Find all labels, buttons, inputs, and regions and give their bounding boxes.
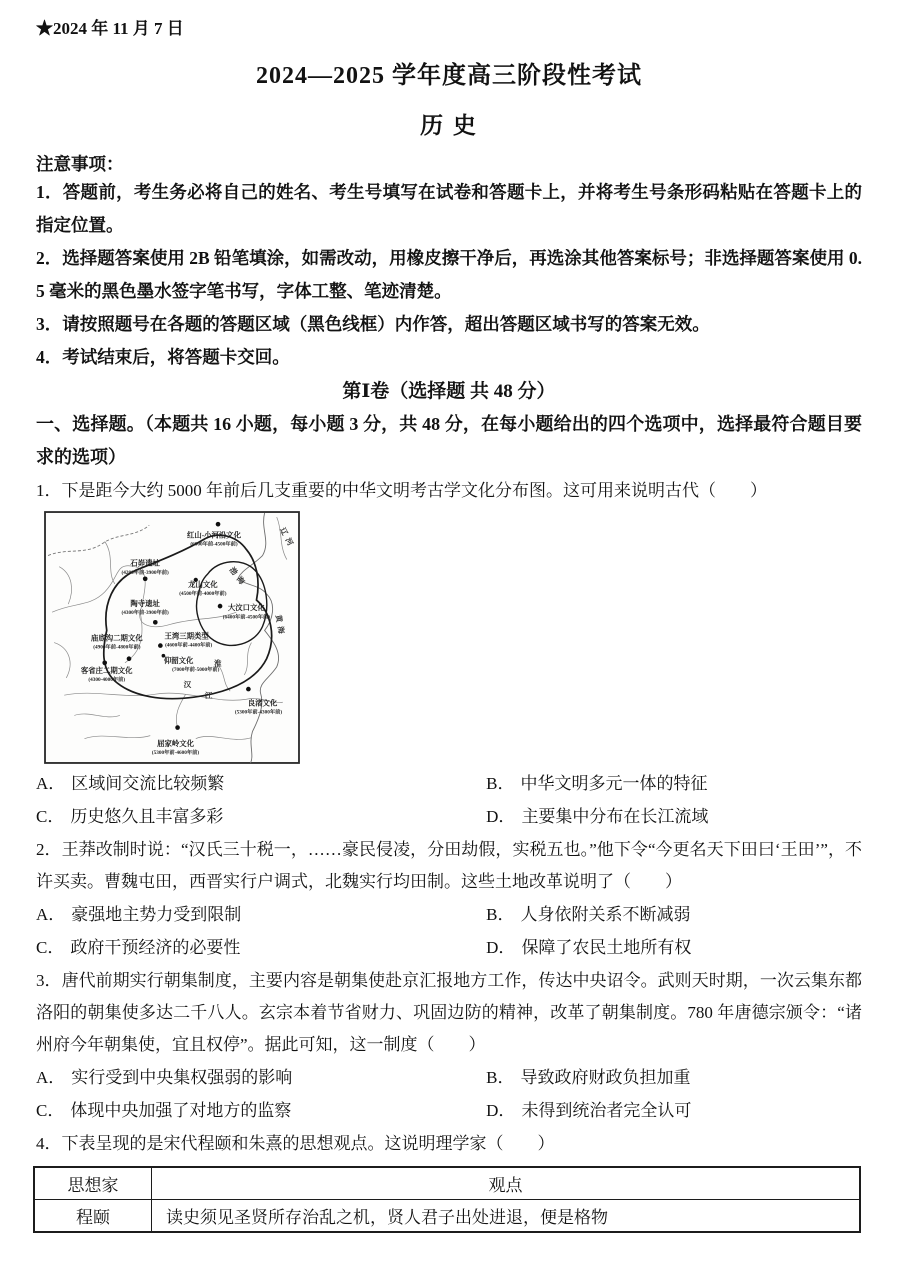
q3-option-b: B． 导致政府财政负担加重 (486, 1068, 691, 1087)
q1-map-figure (44, 511, 300, 764)
svg-text:(4300-4000年前): (4300-4000年前) (88, 677, 126, 684)
question-1-stem: 1．下是距今大约 5000 年前后几支重要的中华文明考古学文化分布图。这可用来说明古代（ ） (36, 481, 767, 500)
map-label-huai-river: 淮 (213, 658, 226, 668)
map-label-bohai-sea: 渤海 (227, 565, 250, 590)
map-label-taosi: 陶寺遗址 (130, 599, 160, 609)
exam-subject: 历 史 (420, 113, 478, 138)
q4-table-cell-thinker: 程颐 (34, 1200, 152, 1233)
notice-item-1: 1．答题前，考生务必将自己的姓名、考生号填写在试卷和答题卡上，并将考生号条形码粘贴在答题卡上的指定位置。 (36, 182, 862, 235)
q3-option-c: C． 体现中央加强了对地方的监察 (36, 1101, 292, 1120)
q2-option-d: D． 保障了农民土地所有权 (486, 938, 692, 957)
svg-text:(5300年前-4300年前): (5300年前-4300年前) (234, 709, 283, 716)
question-1-number: 1． (36, 481, 62, 500)
q4-table-header-thinker: 思想家 (34, 1167, 152, 1200)
q4-table (33, 1166, 861, 1233)
map-label-liao-river: 辽河 (277, 525, 297, 551)
q4-table-row-chengyi (34, 1200, 860, 1233)
map-label-dawenkou: 大汶口文化 (227, 603, 265, 613)
question-3-number: 3． (36, 971, 62, 990)
question-4-stem: 4．下表呈现的是宋代程颐和朱熹的思想观点。这说明理学家（ ） (36, 1134, 555, 1153)
map-label-keshengzhuang: 客省庄二期文化 (80, 665, 133, 675)
q3-options-row-1 (36, 1061, 862, 1094)
map-label-qujialing: 屈家岭文化 (157, 738, 194, 748)
notice-item-2: 2．选择题答案使用 2B 铅笔填涂，如需改动，用橡皮擦干净后，再选涂其他答案标号；非选择题答案使用 0. 5 毫米的黑色墨水签字笔书写，字体工整、笔迹清楚。 (36, 248, 862, 301)
svg-text:(7000年前-5000年前): (7000年前-5000年前) (172, 666, 220, 673)
map-label-shimao: 石峁遗址 (130, 558, 160, 568)
map-label-miaodigou: 庙底沟二期文化 (91, 633, 143, 643)
q3-option-d: D． 未得到统治者完全认可 (486, 1101, 692, 1120)
q1-options-row-1 (36, 767, 862, 800)
q4-table-header-row (34, 1167, 860, 1200)
section-intro: 一、选择题。（本题共 16 小题，每小题 3 分，共 48 分，在每小题给出的四个选项中，选择最符合题目要求的选项） (36, 414, 862, 467)
q4-table-cell-viewpoint: 读史须见圣贤所存治乱之机，贤人君子出处进退，便是格物 (152, 1200, 861, 1233)
svg-text:(4600年前-4400年前): (4600年前-4400年前) (165, 642, 213, 649)
map-label-liangzhu: 良渚文化 (247, 698, 278, 708)
map-label-yangshao: 仰韶文化 (163, 655, 194, 665)
q2-option-c: C． 政府干预经济的必要性 (36, 938, 241, 957)
q2-options-row-1 (36, 898, 862, 931)
q1-option-c: C． 历史悠久且丰富多彩 (36, 807, 224, 826)
q2-option-b: B． 人身依附关系不断减弱 (486, 905, 691, 924)
notice-item-4: 4．考试结束后，将答题卡交回。 (36, 347, 290, 367)
culture-distribution-map (44, 511, 300, 764)
q1-option-b: B． 中华文明多元一体的特征 (486, 774, 708, 793)
notice-item-3: 3．请按照题号在各题的答题区域（黑色线框）内作答，超出答题区域书写的答案无效。 (36, 314, 710, 334)
map-label-longshan: 龙山文化 (188, 579, 218, 589)
exam-title: 2024—2025 学年度高三阶段性考试 (256, 63, 642, 89)
map-label-wangwan: 王湾三期类型 (164, 631, 209, 641)
svg-text:(5300年前-4600年前): (5300年前-4600年前) (151, 749, 200, 756)
q4-table-header-viewpoint: 观点 (152, 1167, 861, 1200)
map-label-han-river: 汉 (183, 680, 196, 690)
q2-option-a: A． 豪强地主势力受到限制 (36, 905, 242, 924)
question-2-stem: 2．王莽改制时说：“汉氏三十税一，……豪民侵凌，分田劫假，实税五也。”他下令“今更名天下田曰‘王田’”，不许买卖。曹魏屯田，西晋实行户调式，北魏实行均田制。这些土地改革说明了（ ） (36, 840, 862, 891)
svg-text:(6000年前-4500年前): (6000年前-4500年前) (190, 541, 238, 548)
q3-option-a: A． 实行受到中央集权强弱的影响 (36, 1068, 293, 1087)
svg-text:(6400年前-4500年前): (6400年前-4500年前) (222, 614, 270, 621)
question-3-stem: 3．唐代前期实行朝集制度，主要内容是朝集使赴京汇报地方工作，传达中央诏令。武则天时期，一次云集东都洛阳的朝集使多达二千八人。玄宗本着节省财力、巩固边防的精神，改革了朝集制度。780 年唐德宗颁令：“诸州府今年朝集使，宜且权停”。据此可知，这一制度（ ） (36, 971, 862, 1054)
svg-text:(4200年前-3900年前): (4200年前-3900年前) (121, 569, 169, 576)
question-4-number: 4． (36, 1134, 62, 1153)
notice-heading: 注意事项： (36, 154, 124, 174)
q2-options-row-2 (36, 931, 862, 964)
map-label-hongshan: 红山-小河沿文化 (186, 530, 242, 540)
part1-header: 第Ⅰ卷（选择题 共 48 分） (342, 381, 556, 402)
svg-text:(4300年前-3900年前): (4300年前-3900年前) (121, 610, 169, 617)
q1-option-d: D． 主要集中分布在长江流域 (486, 807, 709, 826)
map-label-yellow-sea: 黄海 (273, 614, 287, 639)
q3-options-row-2 (36, 1094, 862, 1127)
date-line: ★2024 年 11 月 7 日 (36, 19, 184, 38)
map-label-yangtze: 江 (204, 691, 217, 701)
question-2-number: 2． (36, 840, 62, 859)
svg-text:(4900年前-4800年前): (4900年前-4800年前) (93, 644, 141, 651)
q1-options-row-2 (36, 800, 862, 833)
q1-option-a: A． 区域间交流比较频繁 (36, 774, 225, 793)
svg-text:(4500年前-4000年前): (4500年前-4000年前) (179, 591, 227, 598)
